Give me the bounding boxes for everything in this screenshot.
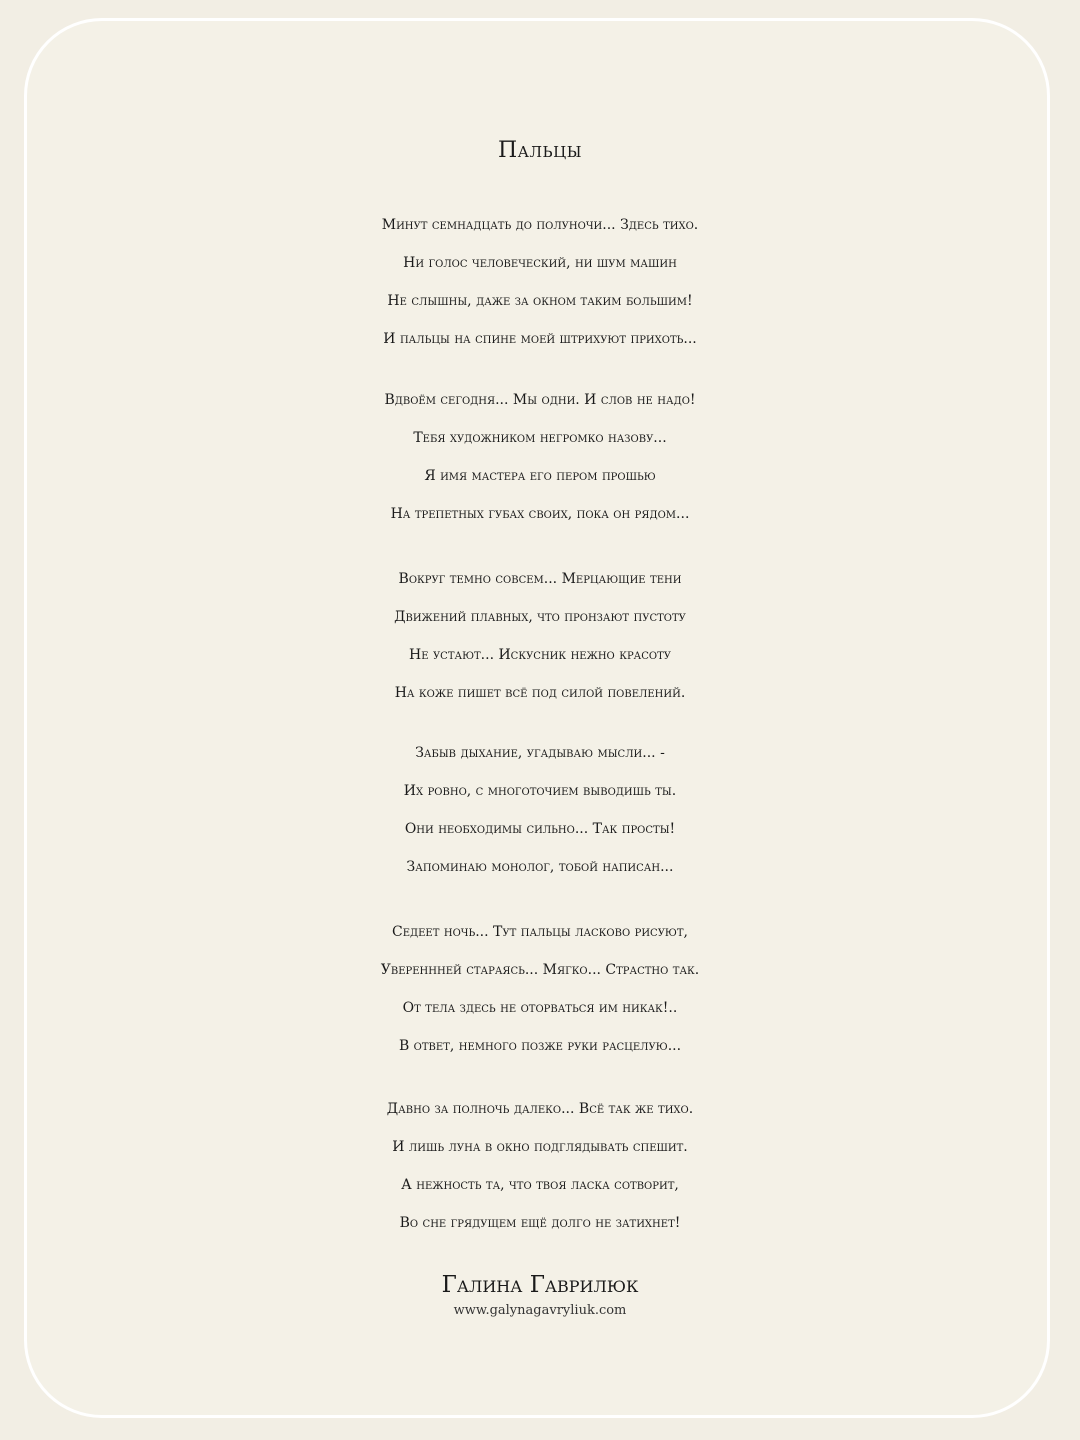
poem-line: Вокруг темно совсем... Мерцающие тени	[398, 571, 682, 587]
poem-line: Их ровно, с многоточием выводишь ты.	[403, 783, 677, 799]
poem-line: И пальцы на спине моей штрихуют прихоть...	[383, 331, 697, 347]
poem-line: Вдвоём сегодня... Мы одни. И слов не надо!	[384, 392, 696, 408]
stanza-5	[0, 913, 1080, 1065]
poem-line: Давно за полночь далеко... Всё так же тихо.	[386, 1101, 694, 1117]
poem-line: Минут семнадцать до полуночи... Здесь тихо.	[381, 217, 699, 233]
poem-line: В ответ, немного позже руки расцелую...	[398, 1038, 682, 1054]
stanza-3	[0, 560, 1080, 712]
poem-line: Запоминаю монолог, тобой написан...	[406, 859, 674, 875]
poem-line: Не устают... Искусник нежно красоту	[408, 647, 671, 663]
poem-line: Они необходимы сильно... Так просты!	[404, 821, 676, 837]
poem-line: От тела здесь не оторваться им никак!..	[402, 1000, 678, 1016]
stanza-4	[0, 734, 1080, 886]
poem-line: Увереннней стараясь... Мягко... Страстно так.	[380, 962, 700, 978]
poem-line: На трепетных губах своих, пока он рядом...	[390, 506, 690, 522]
stanza-2	[0, 381, 1080, 533]
stanza-1	[0, 206, 1080, 358]
poem-title: Пальцы	[497, 138, 582, 163]
poem-line: На коже пишет всё под силой повелений.	[394, 685, 686, 701]
poem-line: Движений плавных, что пронзают пустоту	[394, 609, 686, 625]
poem-line: Я имя мастера его пером прошью	[424, 468, 656, 484]
poem-line: А нежность та, что твоя ласка сотворит,	[401, 1177, 679, 1193]
stanza-6	[0, 1090, 1080, 1242]
poem-line: И лишь луна в окно подглядывать спешит.	[392, 1139, 688, 1155]
poem-line: Не слышны, даже за окном таким большим!	[387, 293, 693, 309]
author-name: Галина Гаврилюк	[441, 1272, 639, 1298]
poem-line: Ни голос человеческий, ни шум машин	[403, 255, 677, 271]
poem-line: Во сне грядущем ещё долго не затихнет!	[399, 1215, 681, 1231]
author-website: www.galynagavryliuk.com	[453, 1303, 627, 1318]
poem-line: Тебя художником негромко назову...	[413, 430, 667, 446]
poem-line: Забыв дыхание, угадываю мысли... -	[415, 745, 665, 761]
poem-line: Седеет ночь... Тут пальцы ласково рисуют,	[391, 924, 688, 940]
